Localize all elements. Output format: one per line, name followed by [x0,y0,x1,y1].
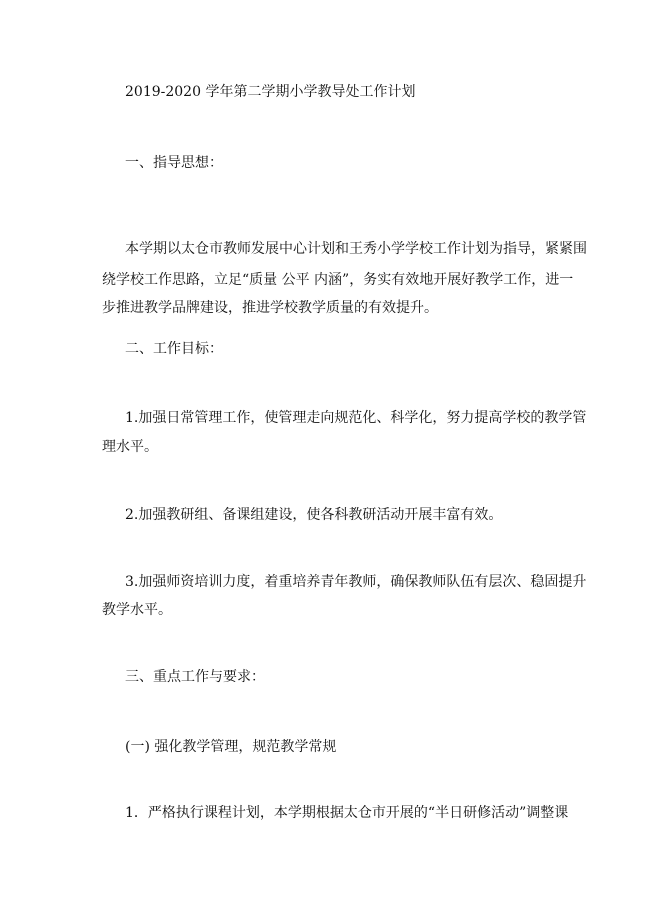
guiding-paragraph-line-3: 步推进教学品牌建设，推进学校教学质量的有效提升。 [102,300,438,316]
item-1-line-1: 1．严格执行课程计划，本学期根据太仓市开展的“半日研修活动”调整课 [125,805,569,821]
document-title: 2019-2020 学年第二学期小学教导处工作计划 [125,84,416,100]
subsection-heading-teaching-management: (一) 强化教学管理，规范教学常规 [125,739,337,755]
goal-3-line-1: 3.加强师资培训力度，着重培养青年教师，确保教师队伍有层次、稳固提升 [125,574,587,590]
guiding-paragraph-line-2: 绕学校工作思路，立足“质量 公平 内涵”，务实有效地开展好教学工作，进一 [102,272,574,288]
section-heading-key-work: 三、重点工作与要求： [125,669,265,685]
goal-3-line-2: 教学水平。 [102,602,172,618]
guiding-paragraph-line-1: 本学期以太仓市教师发展中心计划和王秀小学学校工作计划为指导，紧紧围 [125,241,587,257]
section-heading-guiding-thought: 一、指导思想： [125,155,223,171]
goal-1-line-2: 理水平。 [102,439,158,455]
goal-1-line-1: 1.加强日常管理工作，使管理走向规范化、科学化，努力提高学校的教学管 [125,410,587,426]
goal-2: 2.加强教研组、备课组建设，使各科教研活动开展丰富有效。 [125,507,503,523]
section-heading-work-goals: 二、工作目标： [125,341,223,357]
